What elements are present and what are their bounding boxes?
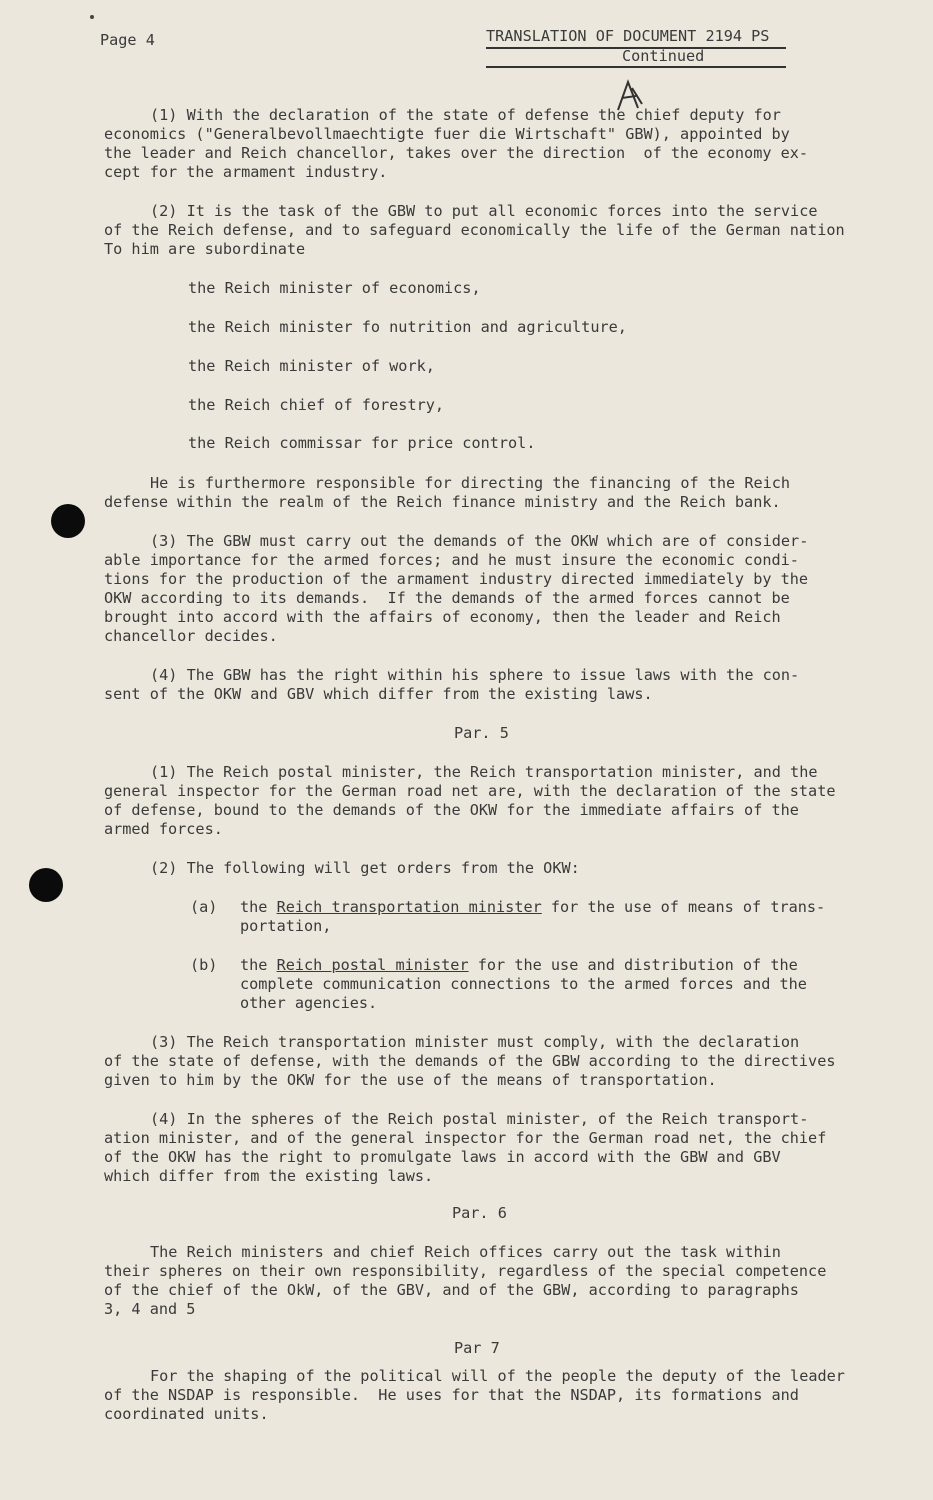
para5-4-line3: of the OKW has the right to promulgate laws in accord with the GBW and GBV [104, 1148, 781, 1166]
document-title: TRANSLATION OF DOCUMENT 2194 PS [486, 27, 770, 45]
item-b-post: for the use and distribution of the [468, 956, 798, 974]
ink-dot [90, 15, 94, 19]
punch-hole-top [51, 504, 85, 538]
section-heading-par5: Par. 5 [454, 724, 509, 742]
para4-2b-line2: defense within the realm of the Reich finance ministry and the Reich bank. [104, 493, 781, 511]
item-b-underlined: Reich postal minister [276, 956, 469, 974]
para4-1-line1: (1) With the declaration of the state of defense the chief deputy for [150, 106, 781, 124]
item-b-line2: complete communication connections to the armed forces and the [240, 975, 807, 993]
section-heading-par6: Par. 6 [452, 1204, 507, 1222]
item-b-label: (b) [190, 956, 218, 974]
item-a-post: for the use of means of trans- [541, 898, 826, 916]
para6-line1: The Reich ministers and chief Reich offices carry out the task within [150, 1243, 781, 1261]
para6-line3: of the chief of the OkW, of the GBV, and of the GBW, according to paragraphs [104, 1281, 799, 1299]
para4-4-line1: (4) The GBW has the right within his sphere to issue laws with the con- [150, 666, 800, 684]
section-heading-par7: Par 7 [454, 1339, 500, 1357]
para5-4-line4: which differ from the existing laws. [104, 1167, 434, 1185]
subordinate-item: the Reich minister fo nutrition and agriculture, [188, 318, 627, 336]
para5-4-line2: ation minister, and of the general inspector for the German road net, the chief [104, 1129, 827, 1147]
para5-1-line4: armed forces. [104, 820, 223, 838]
para4-1-line3: the leader and Reich chancellor, takes over the direction of the economy ex- [104, 144, 809, 162]
item-a-pre: the [240, 898, 277, 916]
para5-4-line1: (4) In the spheres of the Reich postal minister, of the Reich transport- [150, 1110, 809, 1128]
para5-1-line3: of defense, bound to the demands of the OKW for the immediate affairs of the [104, 801, 799, 819]
punch-hole-bottom [29, 868, 63, 902]
item-a-line2: portation, [240, 917, 332, 935]
para4-3-line3: tions for the production of the armament industry directed immediately by the [104, 570, 809, 588]
subtitle-underline [486, 66, 786, 68]
item-a-label: (a) [190, 898, 218, 916]
para5-3-line3: given to him by the OKW for the use of the means of transportation. [104, 1071, 717, 1089]
para4-3-line6: chancellor decides. [104, 627, 278, 645]
para4-2b-line1: He is furthermore responsible for directing the financing of the Reich [150, 474, 791, 492]
page-label: Page 4 [100, 31, 155, 49]
para4-4-line2: sent of the OKW and GBV which differ from the existing laws. [104, 685, 653, 703]
para7-line2: of the NSDAP is responsible. He uses for that the NSDAP, its formations and [104, 1386, 799, 1404]
para7-line3: coordinated units. [104, 1405, 269, 1423]
subordinate-item: the Reich minister of economics, [188, 279, 481, 297]
item-a-line1 [240, 898, 825, 917]
item-b-pre: the [240, 956, 277, 974]
para4-3-line5: brought into accord with the affairs of economy, then the leader and Reich [104, 608, 781, 626]
para5-2-line1: (2) The following will get orders from the OKW: [150, 859, 580, 877]
para4-3-line4: OKW according to its demands. If the demands of the armed forces cannot be [104, 589, 790, 607]
para4-3-line1: (3) The GBW must carry out the demands of the OKW which are of consider- [150, 532, 809, 550]
para4-2-line3: To him are subordinate [104, 240, 306, 258]
subordinate-item: the Reich commissar for price control. [188, 434, 536, 452]
para5-1-line2: general inspector for the German road net are, with the declaration of the state [104, 782, 836, 800]
item-b-line3: other agencies. [240, 994, 378, 1012]
para4-2-line1: (2) It is the task of the GBW to put all economic forces into the service [150, 202, 818, 220]
subordinate-item: the Reich chief of forestry, [188, 396, 445, 414]
subordinate-item: the Reich minister of work, [188, 357, 435, 375]
para6-line2: their spheres on their own responsibility, regardless of the special competence [104, 1262, 827, 1280]
item-a-underlined: Reich transportation minister [276, 898, 542, 916]
para5-3-line1: (3) The Reich transportation minister must comply, with the declaration [150, 1033, 800, 1051]
para6-line4: 3, 4 and 5 [104, 1300, 196, 1318]
para4-3-line2: able importance for the armed forces; and he must insure the economic condi- [104, 551, 799, 569]
document-subtitle: Continued [622, 47, 705, 65]
para5-3-line2: of the state of defense, with the demands of the GBW according to the directives [104, 1052, 836, 1070]
item-b-line1 [240, 956, 798, 975]
para4-1-line4: cept for the armament industry. [104, 163, 388, 181]
para4-2-line2: of the Reich defense, and to safeguard economically the life of the German nation [104, 221, 845, 239]
para4-1-line2: economics ("Generalbevollmaechtigte fuer die Wirtschaft" GBW), appointed by [104, 125, 790, 143]
para7-line1: For the shaping of the political will of the people the deputy of the leader [150, 1367, 845, 1385]
para5-1-line1: (1) The Reich postal minister, the Reich transportation minister, and the [150, 763, 818, 781]
